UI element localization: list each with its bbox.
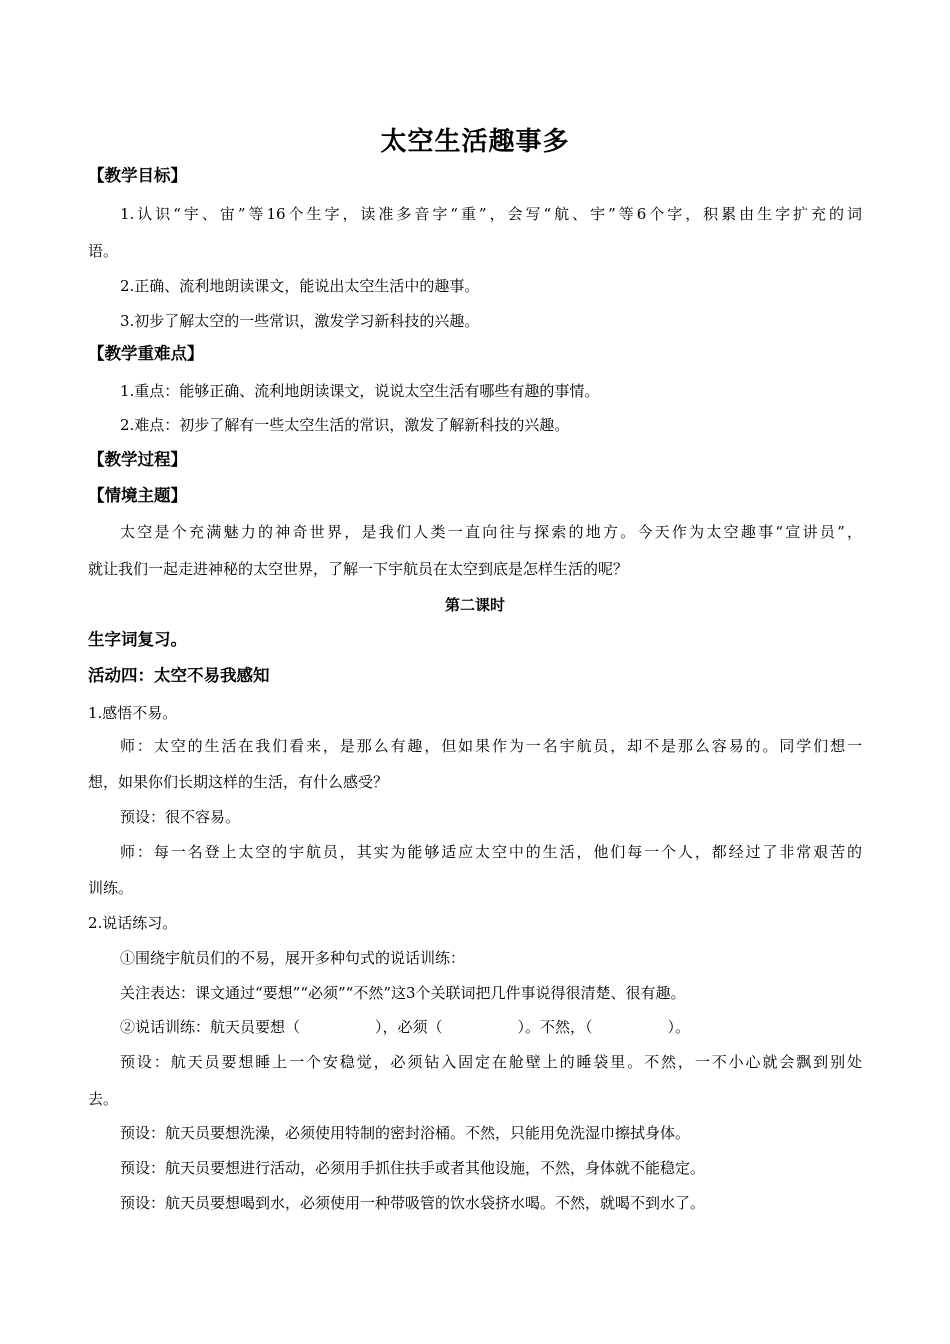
- goals-item-2: 2.正确、流利地朗读课文，能说出太空生活中的趣事。: [120, 277, 480, 295]
- preset-2-line-2: 去。: [88, 1090, 119, 1108]
- preset-1: 预设：很不容易。: [120, 808, 241, 826]
- process-heading: 【教学过程】: [88, 450, 187, 469]
- theme-paragraph-line-2: 就让我们一起走进神秘的太空世界，了解一下宇航员在太空到底是怎样生活的呢？: [88, 560, 629, 578]
- review-heading: 生字词复习。: [88, 630, 187, 649]
- drill-2: ②说话训练：航天员要想（ ），必须（ ）。不然，（ ）。: [120, 1018, 691, 1036]
- focus-note: 关注表达：课文通过“要想”“必须”“不然”这3个关联词把几件事说得很清楚、很有趣。: [120, 984, 686, 1002]
- lesson-label: 第二课时: [444, 596, 505, 614]
- document-title: 太空生活趣事多: [380, 127, 570, 157]
- activity-heading: 活动四：太空不易我感知: [88, 666, 270, 685]
- preset-2-line-1: 预设：航天员要想睡上一个安稳觉，必须钻入固定在舱壁上的睡袋里。不然，一不小心就会飘到别处: [120, 1053, 862, 1071]
- preset-4: 预设：航天员要想进行活动，必须用手抓住扶手或者其他设施，不然，身体就不能稳定。: [120, 1159, 706, 1177]
- key-points-item-1: 1.重点：能够正确、流利地朗读课文，说说太空生活有哪些有趣的事情。: [120, 382, 600, 400]
- teacher-2-line-1: 师：每一名登上太空的宇航员，其实为能够适应太空中的生活，他们每一个人，都经过了非常艰苦的: [120, 843, 862, 861]
- key-points-heading: 【教学重难点】: [88, 344, 204, 363]
- goals-heading: 【教学目标】: [88, 166, 187, 185]
- theme-paragraph-line-1: 太空是个充满魅力的神奇世界，是我们人类一直向往与探索的地方。今天作为太空趣事“宣讲员”，: [120, 523, 862, 541]
- teacher-1-line-2: 想，如果你们长期这样的生活，有什么感受？: [88, 773, 389, 791]
- step-1: 1.感悟不易。: [88, 704, 178, 722]
- teacher-2-line-2: 训练。: [88, 879, 134, 897]
- goals-item-3: 3.初步了解太空的一些常识，激发学习新科技的兴趣。: [120, 312, 480, 330]
- goals-item-1-line-1: 1.认识“宇、宙”等16个生字，读准多音字“重”，会写“航、宇”等6个字，积累由生字扩充的词: [120, 205, 862, 223]
- key-points-item-2: 2.难点：初步了解有一些太空生活的常识，激发了解新科技的兴趣。: [120, 416, 570, 434]
- theme-heading: 【情境主题】: [88, 486, 187, 505]
- preset-5: 预设：航天员要想喝到水，必须使用一种带吸管的饮水袋挤水喝。不然，就喝不到水了。: [120, 1194, 706, 1212]
- step-2: 2.说话练习。: [88, 914, 178, 932]
- goals-item-1-line-2: 语。: [88, 242, 119, 260]
- teacher-1-line-1: 师：太空的生活在我们看来，是那么有趣，但如果作为一名宇航员，却不是那么容易的。同学们想一: [120, 737, 862, 755]
- preset-3: 预设：航天员要想洗澡，必须使用特制的密封浴桶。不然，只能用免洗湿巾擦拭身体。: [120, 1124, 691, 1142]
- drill-1: ①围绕宇航员们的不易，展开多种句式的说话训练：: [120, 949, 466, 967]
